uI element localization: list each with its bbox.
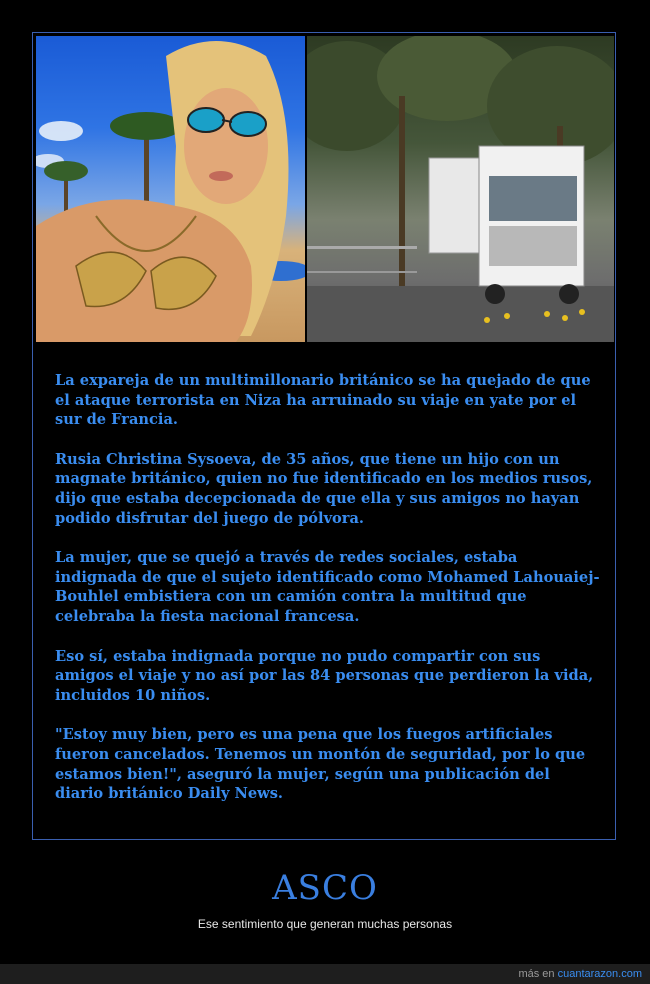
article-paragraph: La expareja de un multimillonario británico se ha quejado de que el ataque terrorista en Niza ha arruinado su viaje en yate por el sur de Francia. <box>55 372 591 429</box>
article-paragraph: Rusia Christina Sysoeva, de 35 años, que tiene un hijo con un magnate británico, quien no fue identificado en los medios rusos, dijo que estaba decepcionada de que ella y sus amigos no hayan podido disfrutar del juego de pólvora. <box>55 450 593 527</box>
footer-bar <box>0 964 650 984</box>
post-title: ASCO <box>272 868 378 908</box>
article-paragraph: "Estoy muy bien, pero es una pena que los fuegos artificiales fueron cancelados. Tenemos un montón de seguridad, por lo que estamos bien!", aseguró la mujer, según una publicación del diario británico Daily News. <box>55 726 586 803</box>
post-frame <box>32 32 616 840</box>
post-subtitle: Ese sentimiento que generan muchas personas <box>197 917 453 931</box>
article-body <box>55 371 600 824</box>
footer-prefix: más en <box>518 968 555 980</box>
article-paragraph: Eso sí, estaba indignada porque no pudo compartir con sus amigos el viaje y no así por las 84 personas que perdieron la vida, incluidos 10 niños. <box>55 647 594 704</box>
woman-selfie-photo <box>36 36 305 342</box>
site-link[interactable]: cuantarazon.com <box>557 968 642 980</box>
truck-attack-photo <box>307 36 614 342</box>
article-paragraph: La mujer, que se quejó a través de redes sociales, estaba indignada de que el sujeto identificado como Mohamed Lahouaiej-Bouhlel embistiera con un camión contra la multitud que celebraba la fiesta nacional francesa. <box>55 549 600 625</box>
